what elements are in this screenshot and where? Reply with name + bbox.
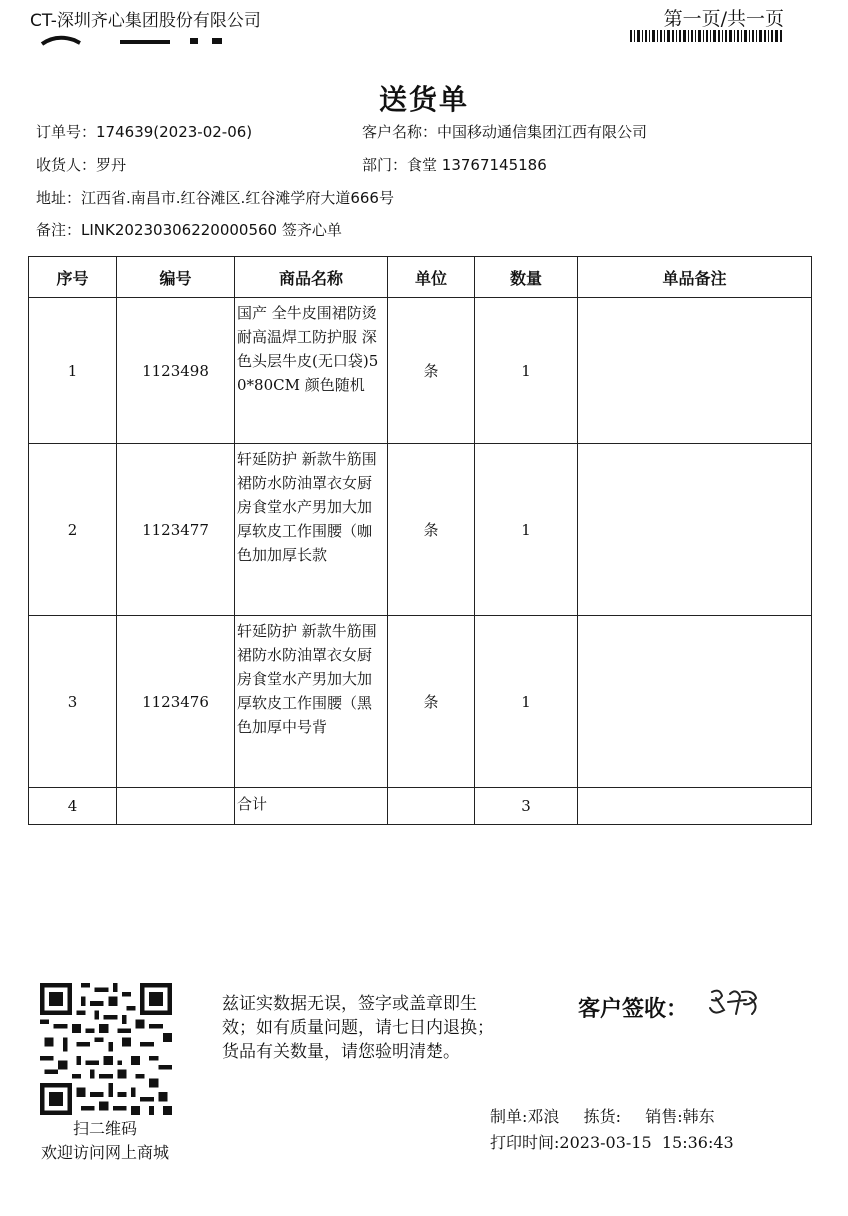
page-indicator: 第一页/共一页 <box>663 8 784 30</box>
receiver-value: 罗丹 <box>96 156 127 174</box>
cell-item-note <box>578 444 812 616</box>
cell-item-note <box>578 298 812 444</box>
department-field <box>362 154 547 175</box>
customer-sign-label: 客户签收： <box>578 997 689 1022</box>
qr-caption-mall: 欢迎访问网上商城 <box>40 1143 169 1162</box>
remark-label: 备注： <box>36 221 82 239</box>
customer-label: 客户名称： <box>362 123 438 141</box>
header-seq: 序号 <box>29 257 117 298</box>
cell-seq: 3 <box>29 616 117 788</box>
order-number-value: 174639(2023-02-06) <box>96 123 253 141</box>
maker-label: 制单: <box>490 1107 528 1126</box>
notice-line: 货品有关数量，请您验明清楚。 <box>222 1042 460 1062</box>
table-row <box>29 444 812 616</box>
header-code: 编号 <box>117 257 235 298</box>
cell-unit: 条 <box>388 298 475 444</box>
header-unit: 单位 <box>388 257 475 298</box>
receiver-label: 收货人： <box>36 156 97 174</box>
company-name: CT-深圳齐心集团股份有限公司 <box>30 11 261 31</box>
qr-code-image <box>40 983 172 1115</box>
cell-product-name: 轩延防护 新款牛筋围裙防水防油罩衣女厨房食堂水产男加大加厚软皮工作围腰（黑色加厚中号背 <box>235 616 388 788</box>
header-product-name: 商品名称 <box>235 257 388 298</box>
order-number-label: 订单号： <box>36 123 97 141</box>
department-value: 食堂 13767145186 <box>407 156 547 174</box>
footer-staff-line <box>490 1104 715 1127</box>
handwritten-signature <box>706 984 766 1024</box>
department-label: 部门： <box>362 156 408 174</box>
customer-value: 中国移动通信集团江西有限公司 <box>437 123 648 141</box>
items-table <box>28 256 812 825</box>
cell-seq: 2 <box>29 444 117 616</box>
cell-item-note <box>578 616 812 788</box>
document-title: 送货单 <box>378 83 469 116</box>
cell-unit: 条 <box>388 616 475 788</box>
picker-label: 拣货: <box>583 1107 622 1126</box>
cell-code <box>117 788 235 825</box>
maker-value: 邓浪 <box>527 1107 560 1126</box>
cell-unit: 条 <box>388 444 475 616</box>
table-row <box>29 616 812 788</box>
remark-value: LINK20230306220000560 签齐心单 <box>81 221 342 239</box>
table-header-row <box>29 257 812 298</box>
notice-text <box>222 992 532 1064</box>
cell-code: 1123477 <box>117 444 235 616</box>
notice-line: 兹证实数据无误，签字或盖章即生 <box>222 994 477 1014</box>
remark-field <box>36 219 342 240</box>
cell-seq: 1 <box>29 298 117 444</box>
qr-caption-scan: 扫二维码 <box>72 1119 137 1138</box>
print-time-label: 打印时间: <box>490 1133 560 1152</box>
print-time-value: 2023-03-15 15:36:43 <box>559 1133 734 1152</box>
receiver-field <box>36 154 126 175</box>
cell-total-label: 合计 <box>235 788 388 825</box>
order-number-field <box>36 121 252 142</box>
cell-code: 1123476 <box>117 616 235 788</box>
cell-product-name: 轩延防护 新款牛筋围裙防水防油罩衣女厨房食堂水产男加大加厚软皮工作围腰（咖色加加厚长款 <box>235 444 388 616</box>
cell-unit <box>388 788 475 825</box>
footer-print-time <box>490 1130 734 1153</box>
logo-mark <box>40 34 240 48</box>
table-row <box>29 298 812 444</box>
sales-label: 销售: <box>645 1107 683 1126</box>
cell-quantity: 1 <box>475 616 578 788</box>
sales-value: 韩东 <box>682 1107 715 1126</box>
header-quantity: 数量 <box>475 257 578 298</box>
cell-product-name: 国产 全牛皮围裙防烫耐高温焊工防护服 深色头层牛皮(无口袋)50*80CM 颜色随机 <box>235 298 388 444</box>
notice-line: 效；如有质量问题，请七日内退换； <box>222 1018 494 1038</box>
address-value: 江西省.南昌市.红谷滩区.红谷滩学府大道666号 <box>81 189 394 207</box>
table-total-row <box>29 788 812 825</box>
address-field <box>36 187 394 208</box>
cell-seq: 4 <box>29 788 117 825</box>
cell-item-note <box>578 788 812 825</box>
cell-total-quantity: 3 <box>475 788 578 825</box>
barcode-image <box>630 30 782 42</box>
header-item-note: 单品备注 <box>578 257 812 298</box>
address-label: 地址： <box>36 189 82 207</box>
cell-quantity: 1 <box>475 444 578 616</box>
cell-quantity: 1 <box>475 298 578 444</box>
cell-code: 1123498 <box>117 298 235 444</box>
customer-field <box>362 121 647 142</box>
